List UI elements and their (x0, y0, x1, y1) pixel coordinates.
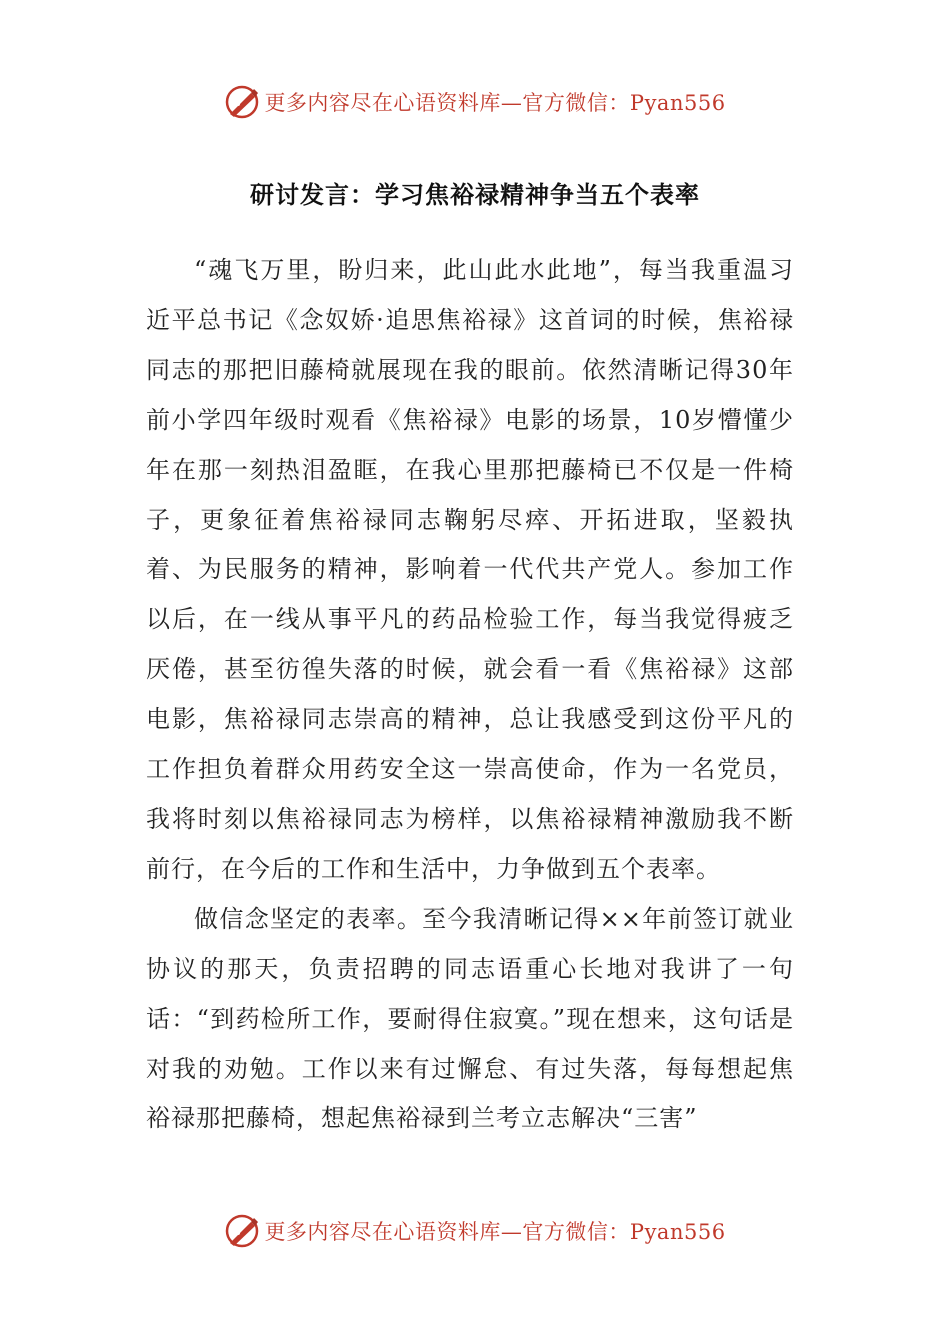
paragraph-2: 做信念坚定的表率。至今我清晰记得××年前签订就业协议的那天，负责招聘的同志语重心长地对我讲了一句话：“到药检所工作，要耐得住寂寞。”现在想来，这句话是对我的劝勉。工作以来有过懈怠、有过失落，每每想起焦裕禄那把藤椅，想起焦裕禄到兰考立志解决“三害” (146, 904, 794, 1133)
paragraph-1: “魂飞万里，盼归来，此山此水此地”，每当我重温习近平总书记《念奴娇·追思焦裕禄》这首词的时候，焦裕禄同志的那把旧藤椅就展现在我的眼前。依然清晰记得30年前小学四年级时观看《焦裕禄》电影的场景，10岁懵懂少年在那一刻热泪盈眶，在我心里那把藤椅已不仅是一件椅子，更象征着焦裕禄同志鞠躬尽瘁、开拓进取，坚毅执着、为民服务的精神，影响着一代代共产党人。参加工作以后，在一线从事平凡的药品检验工作，每当我觉得疲乏厌倦，甚至彷徨失落的时候，就会看一看《焦裕禄》这部电影，焦裕禄同志崇高的精神，总让我感受到这份平凡的工作担负着群众用药安全这一崇高使命，作为一名党员，我将时刻以焦裕禄同志为榜样，以焦裕禄精神激励我不断前行，在今后的工作和生活中，力争做到五个表率。 (146, 256, 794, 883)
document-title: 研讨发言：学习焦裕禄精神争当五个表率 (250, 181, 700, 209)
header-banner (0, 82, 950, 122)
pen-nib-logo-icon (224, 1213, 260, 1249)
header-banner-text: 更多内容尽在心语资料库—官方微信：Pyan556 (264, 91, 726, 115)
footer-banner (0, 1211, 950, 1251)
pen-nib-logo-icon (224, 84, 260, 120)
document-body (146, 246, 794, 1144)
footer-banner-text: 更多内容尽在心语资料库—官方微信：Pyan556 (264, 1220, 726, 1244)
